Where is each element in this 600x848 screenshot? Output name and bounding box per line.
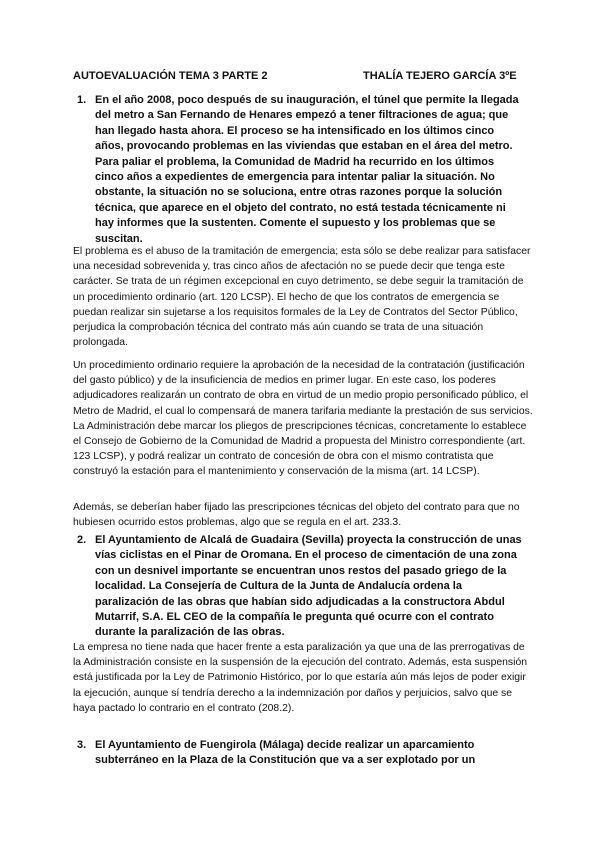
document-header (73, 70, 533, 86)
question-1-number: 1. (77, 94, 87, 106)
question-3-text: El Ayuntamiento de Fuengirola (Málaga) decide realizar un aparcamiento subterráneo en la Plaza de la Constitución que va a ser explotado por un (95, 739, 476, 767)
answer-1-paragraph-2: Un procedimiento ordinario requiere la aprobación de la necesidad de la contratación (justificación del gasto público) y de la insuficiencia de medios en primer lugar. En este caso, los poderes adjudicadores realizarán un contrato de obra en virtud de un medio propio personificado público, el Metro de Madrid, el cual lo compensará de manera tarifaria mediante la prestación de sus servicios. La Administración debe marcar los pliegos de prescripciones técnicas, concretamente lo establece el Consejo de Gobierno de la Comunidad de Madrid a propuesta del Ministro correspondiente (art. 123 LCSP), y podrá realizar un contrato de concesión de obra con el mismo contratista que construyó la estación para el mantenimiento y conservación de la misma (art. 14 LCSP). (73, 360, 533, 478)
answer-2-paragraph-1: La empresa no tiene nada que hacer frente a esta paralización ya que una de las prerrogativas de la Administración consiste en la suspensión de la ejecución del contrato. Además, esta suspensión está justificada por la Ley de Patrimonio Histórico, por lo que estaría aún más lejos de poder exigir la ejecución, aunque sí tendría derecho a la indemnización por daños y perjuicios, salvo que se haya pactado lo contrario en el contrato (208.2). (73, 642, 527, 714)
question-2-number: 2. (77, 534, 87, 546)
question-1 (77, 93, 525, 247)
question-3-number: 3. (77, 739, 87, 751)
question-2-text: El Ayuntamiento de Alcalá de Guadaira (Sevilla) proyecta la construcción de unas vías ciclistas en el Pinar de Oromana. En el proceso de cimentación de una zona con un desnivel importante se encuentran unos restos del pasado griego de la localidad. La Consejería de Cultura de la Junta de Andalucía ordena la paralización de las obras que habían sido adjudicadas a la constructora Abdul Mutarrif, S.A. EL CEO de la compañía le pregunta qué ocurre con el contrato durante la paralización de las obras. (95, 534, 522, 639)
answer-1-paragraph-1: El problema es el abuso de la tramitación de emergencia; esta sólo se debe realizar para satisfacer una necesidad sobrevenida y, tras cinco años de afectación no se puede decir que tenga este carácter. Se trata de un régimen excepcional en cuyo detrimento, se debe seguir la tramitación de un procedimiento ordinario (art. 120 LCSP). El hecho de que los contratos de emergencia se puedan realizar sin sujetarse a los requisitos formales de la Ley de Contratos del Sector Público, perjudica la comprobación técnica del contrato más aún cuando se trata de una situación prolongada. (73, 246, 531, 349)
question-3 (77, 738, 525, 769)
question-1-text: En el año 2008, poco después de su inauguración, el túnel que permite la llegada del metro a San Fernando de Henares empezó a tener filtraciones de agua; que han llegado hasta ahora. El proceso se ha intensificado en los últimos cinco años, provocando problemas en las viviendas que estaban en el área del metro. Para paliar el problema, la Comunidad de Madrid ha recurrido en los últimos cinco años a expedientes de emergencia para intentar paliar la situación. No obstante, la situación no se soluciona, entre otras razones porque la solución técnica, que aparece en el objeto del contrato, no está testada técnicamente ni hay informes que la sustenten. Comente el supuesto y los problemas que se suscitan. (95, 94, 519, 245)
question-2 (77, 533, 525, 641)
document-title: AUTOEVALUACIÓN TEMA 3 PARTE 2 (73, 70, 268, 82)
author-name: THALÍA TEJERO GARCÍA 3ºE (363, 70, 517, 82)
answer-1-paragraph-3: Además, se deberían haber fijado las prescripciones técnicas del objeto del contrato para que no hubiesen ocurrido estos problemas, algo que se regula en el art. 233.3. (73, 502, 520, 529)
